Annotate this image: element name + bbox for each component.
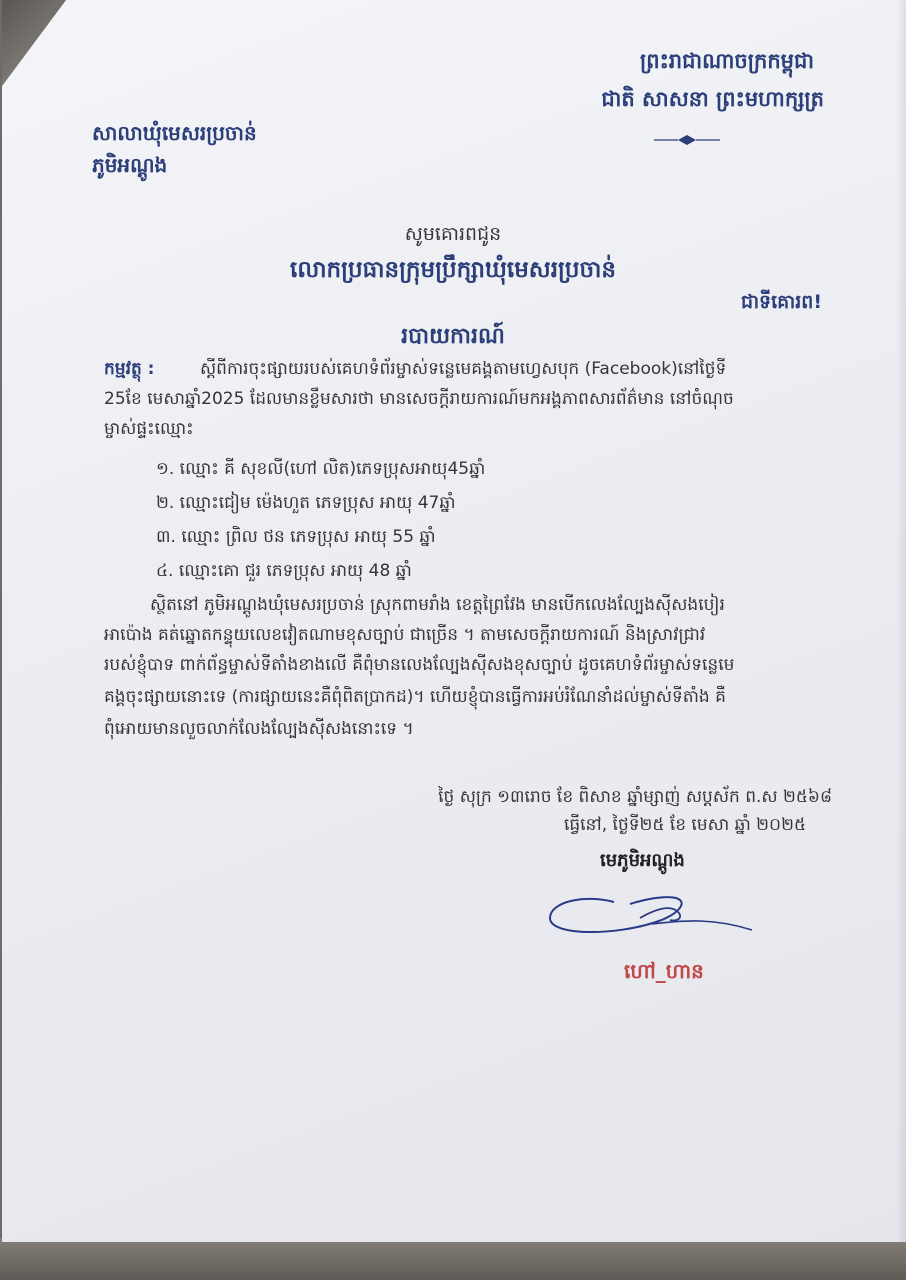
paragraph-line: ស្ថិតនៅ ភូមិអណ្ដូងឃុំមេសរប្រចាន់ ស្រុកពាមរាំង ខេត្តព្រៃវែង មានបើកលេងល្បែងស៊ីសងបៀរ (150, 595, 725, 615)
letter-paper (2, 0, 906, 1242)
subject-line-3: ម្ចាស់ផ្ទះឈ្មោះ (104, 419, 194, 439)
paragraph-line: របស់ខ្ញុំបាទ ពាក់ព័ន្ធម្ចាស់ទីតាំងខាងលើ គឺពុំមានលេងល្បែងស៊ីសងខុសច្បាប់ ដូចគេហទំព័រម្ចាស់ទន្លេមេ (104, 655, 735, 675)
list-item: ១. ឈ្មោះ គី សុខលី(ហៅ លិត)ភេទប្រុសអាយុ45ឆ្នាំ (156, 459, 486, 479)
subject-label: កម្មវត្ថុ : (104, 359, 155, 379)
paragraph-line: ពុំអោយមានលួចលាក់លែងល្បែងស៊ីសងនោះទេ ។ (104, 719, 414, 739)
national-motto: ជាតិ សាសនា ព្រះមហាក្សត្រ (601, 87, 824, 111)
office-name: សាលាឃុំមេសរប្រចាន់ (92, 121, 257, 145)
report-title: របាយការណ៍ (401, 324, 505, 349)
signer-name: ហៅ_ហាន (624, 959, 704, 983)
subject-line-2: 25ខែ មេសាឆ្នាំ2025 ដែលមានខ្លឹមសារថា មានសេចក្ដីរាយការណ៍មកអង្គភាពសារព័ត៌មាន នៅចំណុច (104, 389, 734, 409)
table-surface (0, 1238, 906, 1280)
recipient: លោកប្រធានក្រុមប្រឹក្សាឃុំមេសរប្រចាន់ (290, 257, 616, 283)
paragraph-line: អាប៉ោង គត់ឆ្នោតកន្ទុយលេខវៀតណាមខុសច្បាប់ ជាច្រើន ។ តាមសេចក្ដីរាយការណ៍ និងស្រាវជ្រាវ (104, 625, 706, 645)
list-item: ៤. ឈ្មោះគោ ជួរ ភេទប្រុស អាយុ 48 ឆ្នាំ (156, 561, 412, 581)
kingdom-header: ព្រះរាជាណាចក្រកម្ពុជា (639, 49, 814, 73)
signature (544, 880, 764, 950)
paragraph-line: គង្គចុះផ្សាយនោះទេ (ការផ្សាយនេះគឺពុំពិតប្រាកដ)។ ហើយខ្ញុំបានធ្វើការអប់រំណែនាំដល់ម្ចាស់ទីតាំង គឺ (104, 687, 726, 707)
ornament-divider-icon (652, 132, 722, 148)
paper-edge-shadow (896, 0, 906, 1242)
subject-line-1: ស្ដីពីការចុះផ្សាយរបស់គេហទំព័រម្ចាស់ទន្លេមេគង្គតាមហ្វេសបុក (Facebook)នៅថ្ងៃទី (200, 359, 727, 379)
salutation: សូមគោរពជូន (404, 223, 502, 245)
lunar-date: ថ្ងៃ សុក្រ ១៣រោច ខែ ពិសាខ ឆ្នាំម្សាញ់ សប្ដស័ក ព.ស ២៥៦៨ (438, 787, 832, 807)
village-name: ភូមិអណ្ដូង (92, 153, 168, 177)
respect-closing: ជាទីគោរព! (740, 291, 822, 313)
made-at-date: ធ្វើនៅ, ថ្ងៃទី២៥ ខែ មេសា ឆ្នាំ ២០២៥ (563, 815, 806, 835)
list-item: ២. ឈ្មោះជៀម ម៉េងហួត ភេទប្រុស អាយុ 47ឆ្នាំ (156, 493, 456, 513)
list-item: ៣. ឈ្មោះ ព្រិល ថន ភេទប្រុស អាយុ 55 ឆ្នាំ (156, 527, 436, 547)
signer-title: មេភូមិអណ្ដូង (600, 850, 685, 871)
